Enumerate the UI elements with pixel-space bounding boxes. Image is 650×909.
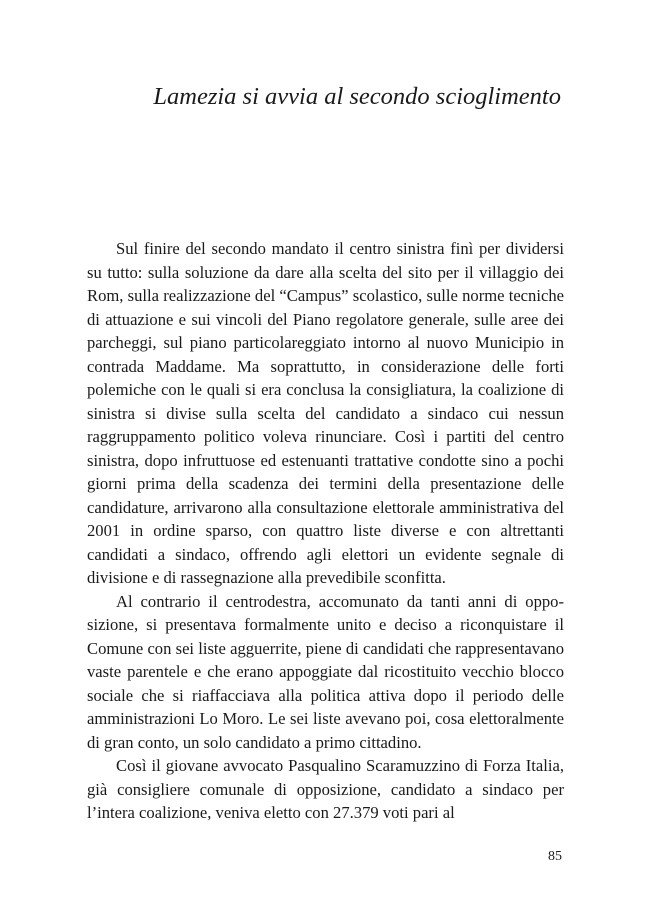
paragraph-1: Sul finire del secondo mandato il centro sinistra finì per dividersi su tutto: sulla soluzione da dare alla scelta del sito per il villaggio dei Rom, sulla realizzazione del “Campus” scolastico, sulle norme tecniche di attuazione e sui vincoli del Piano regolatore generale, sulle aree dei parcheggi, sul piano particolareggiato intorno al nuovo Municipio in contrada Maddame. Ma soprattutto, in considerazione delle forti polemiche con le quali si era conclusa la consigliatura, la coalizione di sinistra si divise sulla scelta del candidato a sindaco cui nessun raggruppamento politico voleva rinunciare. Così i partiti del centro sinistra, dopo infruttuose ed estenuanti trattative condotte sino a pochi giorni prima della scadenza dei termini della presentazione delle candidature, arrivarono alla consultazione elettorale amministrativa del 2001 in ordine sparso, con quattro liste diverse e con altrettanti candidati a sindaco, offrendo agli elettori un evidente segnale di divisione e di rassegnazione alla prevedibile sconfitta. bbox=[87, 239, 564, 587]
body-text bbox=[87, 237, 564, 825]
chapter-title: Lamezia si avvia al secondo scioglimento bbox=[153, 83, 561, 110]
paragraph-3: Così il giovane avvocato Pasqualino Scaramuzzino di Forza Italia, già consigliere comunale di opposizione, candidato a sindaco per l’intera coalizione, veniva eletto con 27.379 voti pari al bbox=[87, 756, 564, 822]
page-number: 85 bbox=[548, 849, 562, 864]
paragraph-2: Al contrario il centrodestra, accomunato da tanti anni di opposizione, si presentava formalmente unito e deciso a riconquistare il Comune con sei liste agguerrite, piene di candidati che rappresentavano vaste parentele e che erano appoggiate dal ricostituito vecchio blocco sociale che si riaffacciava alla politica attiva dopo il periodo delle amministrazioni Lo Moro. Le sei liste avevano poi, cosa elettoralmente di gran conto, un solo candidato a primo cittadino. bbox=[87, 591, 564, 752]
